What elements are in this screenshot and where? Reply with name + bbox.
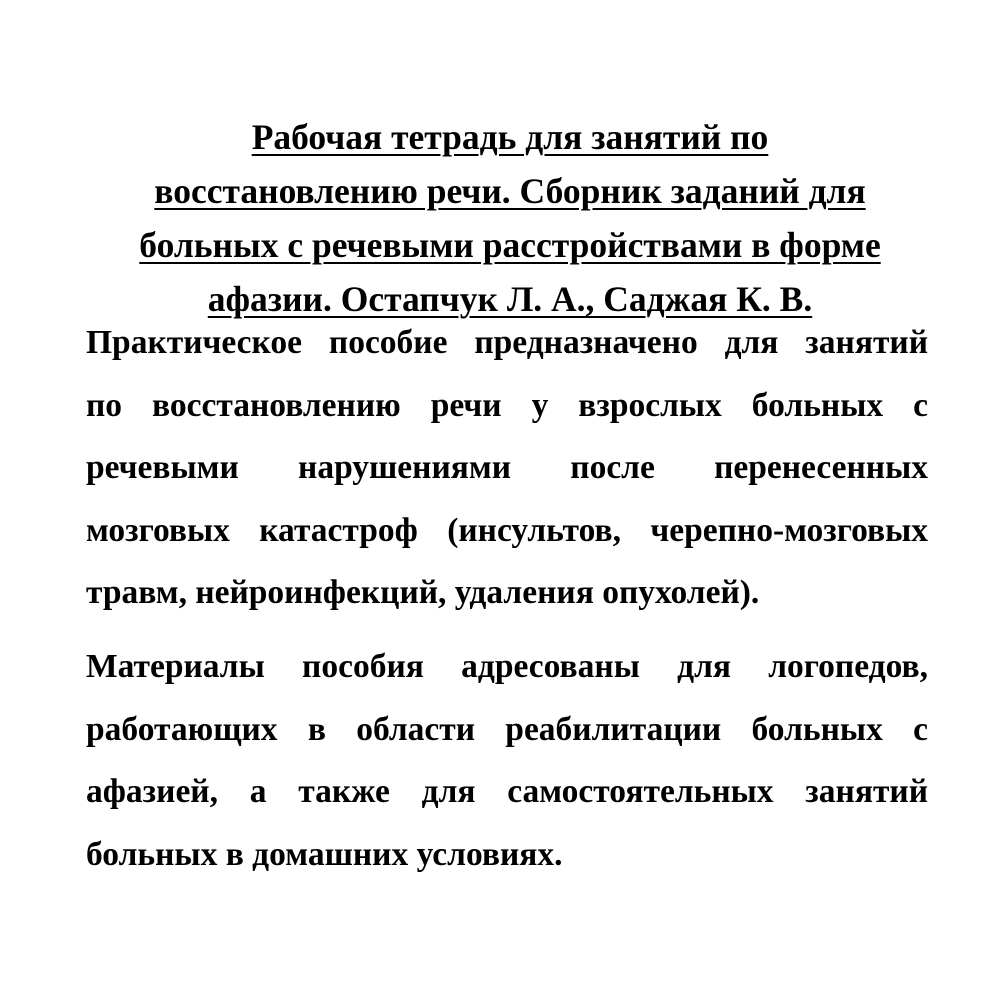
paragraph-line: травм, нейроинфекций, удаления опухолей). xyxy=(86,574,760,611)
book-title-line: Рабочая тетрадь для занятий по xyxy=(251,117,769,157)
book-title xyxy=(70,110,950,326)
paragraph-line: больных в домашних условиях. xyxy=(86,835,563,873)
paragraph-line: мозговых катастроф (инсультов, черепно-мозговых xyxy=(86,511,928,549)
book-title-line: восстановлению речи. Сборник заданий для xyxy=(154,171,866,211)
paragraph-line: по восстановлению речи у взрослых больных с xyxy=(86,386,928,424)
paragraph-line: работающих в области реабилитации больных с xyxy=(86,710,928,748)
paragraph-line: афазией, а также для самостоятельных занятий xyxy=(86,773,928,810)
paragraph-line: Практическое пособие предназначено для занятий xyxy=(86,324,928,361)
description-paragraph-2 xyxy=(86,636,928,886)
paragraph-line: речевыми нарушениями после перенесенных xyxy=(86,449,928,486)
book-title-line: афазии. Остапчук Л. А., Саджая К. В. xyxy=(207,279,813,319)
paragraph-line: Материалы пособия адресованы для логопедов, xyxy=(86,648,928,685)
description-paragraph-1 xyxy=(86,312,928,625)
book-title-line: больных с речевыми расстройствами в форме xyxy=(139,225,881,265)
